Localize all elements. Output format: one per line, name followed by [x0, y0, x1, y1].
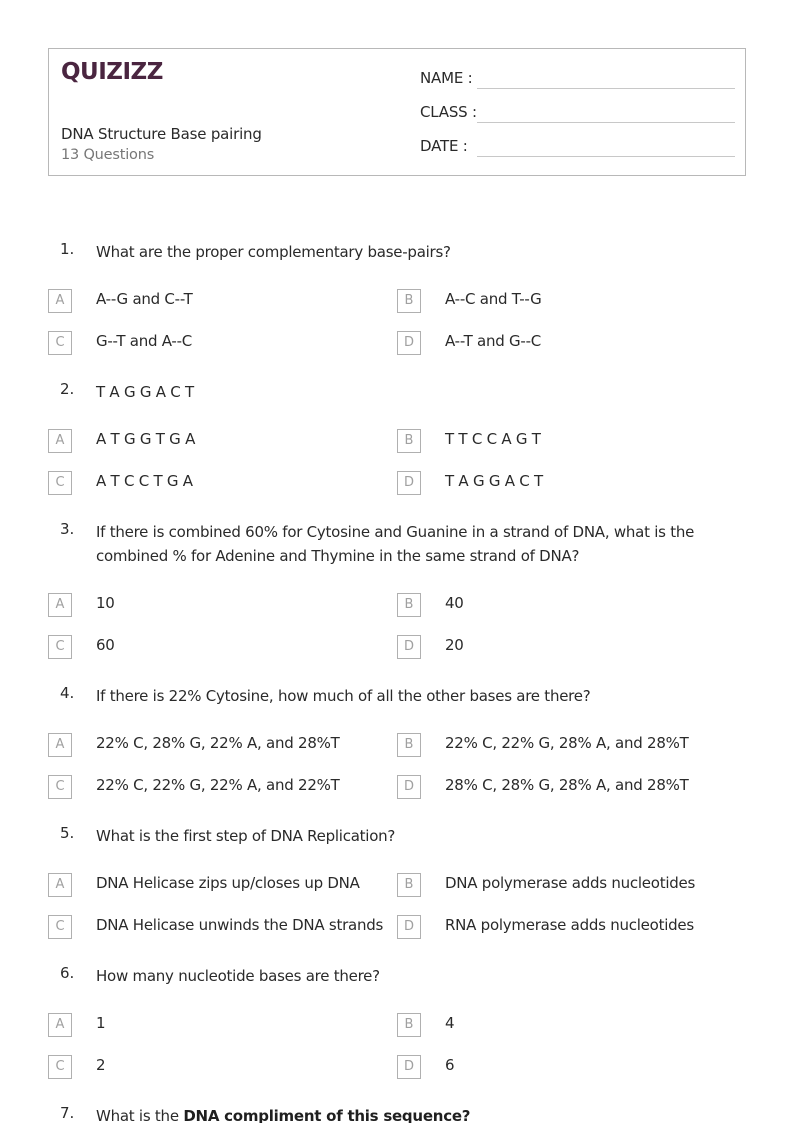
option-text: 10 [96, 594, 115, 612]
quizizz-logo: QUIZIZZ [61, 59, 163, 85]
question-number: 4. [60, 684, 75, 702]
option-letter-box[interactable]: B [397, 873, 421, 897]
option-letter-box[interactable]: B [397, 733, 421, 757]
option-letter-box[interactable]: C [48, 1055, 72, 1079]
option-text: T T C C A G T [445, 430, 541, 448]
option-letter-box[interactable]: D [397, 775, 421, 799]
date-field[interactable] [420, 135, 735, 157]
question-text-bold: DNA compliment of this sequence? [183, 1107, 471, 1123]
question-text: How many nucleotide bases are there? [96, 967, 380, 985]
worksheet-header [48, 48, 746, 176]
date-label: DATE : [420, 137, 468, 155]
option-text: DNA polymerase adds nucleotides [445, 874, 696, 892]
option-text: DNA Helicase unwinds the DNA strands [96, 916, 384, 934]
option-text: 60 [96, 636, 115, 654]
option-letter-box[interactable]: B [397, 429, 421, 453]
option-text: 40 [445, 594, 464, 612]
name-label: NAME : [420, 69, 473, 87]
option-text: A T G G T G A [96, 430, 196, 448]
option-letter-box[interactable]: A [48, 1013, 72, 1037]
option-letter-box[interactable]: A [48, 429, 72, 453]
option-text: 6 [445, 1056, 455, 1074]
option-text: A--G and C--T [96, 290, 193, 308]
option-letter-box[interactable]: B [397, 289, 421, 313]
option-letter-box[interactable]: C [48, 471, 72, 495]
option-text: G--T and A--C [96, 332, 192, 350]
question-number: 1. [60, 240, 75, 258]
question-number: 2. [60, 380, 75, 398]
option-letter-box[interactable]: D [397, 1055, 421, 1079]
option-letter-box[interactable]: C [48, 635, 72, 659]
option-letter-box[interactable]: C [48, 915, 72, 939]
question-text [96, 1104, 716, 1123]
class-label: CLASS : [420, 103, 477, 121]
option-letter-box[interactable]: D [397, 915, 421, 939]
question-number: 5. [60, 824, 75, 842]
option-text: A--T and G--C [445, 332, 541, 350]
option-letter-box[interactable]: A [48, 873, 72, 897]
option-text: 22% C, 22% G, 22% A, and 22%T [96, 776, 340, 794]
question-text: What are the proper complementary base-pairs? [96, 243, 451, 261]
question-text: What is the first step of DNA Replication? [96, 827, 396, 845]
option-letter-box[interactable]: A [48, 289, 72, 313]
option-letter-box[interactable]: D [397, 635, 421, 659]
question-number: 6. [60, 964, 75, 982]
option-letter-box[interactable]: B [397, 593, 421, 617]
option-text: 28% C, 28% G, 28% A, and 28%T [445, 776, 689, 794]
option-letter-box[interactable]: A [48, 733, 72, 757]
option-text: 22% C, 22% G, 28% A, and 28%T [445, 734, 689, 752]
option-letter-box[interactable]: D [397, 331, 421, 355]
question-count: 13 Questions [61, 147, 155, 163]
question-text: If there is 22% Cytosine, how much of all the other bases are there? [96, 687, 591, 705]
option-letter-box[interactable]: C [48, 331, 72, 355]
name-field[interactable] [420, 67, 735, 89]
option-text: A T C C T G A [96, 472, 193, 490]
question-text-plain: What is the [96, 1107, 184, 1123]
option-text: RNA polymerase adds nucleotides [445, 916, 694, 934]
question-number: 3. [60, 520, 75, 538]
question-number: 7. [60, 1104, 75, 1122]
option-text: DNA Helicase zips up/closes up DNA [96, 874, 360, 892]
name-line[interactable] [477, 88, 735, 89]
question-text: If there is combined 60% for Cytosine and Guanine in a strand of DNA, what is the combined % for Adenine and Thymine in the same strand of DNA? [96, 523, 695, 565]
option-text: 1 [96, 1014, 106, 1032]
option-letter-box[interactable]: C [48, 775, 72, 799]
option-letter-box[interactable]: D [397, 471, 421, 495]
option-letter-box[interactable]: B [397, 1013, 421, 1037]
question-text: T A G G A C T [96, 383, 194, 401]
option-text: 4 [445, 1014, 455, 1032]
option-text: 2 [96, 1056, 106, 1074]
class-line[interactable] [477, 122, 735, 123]
option-text: A--C and T--G [445, 290, 542, 308]
option-text: 20 [445, 636, 464, 654]
date-line[interactable] [477, 156, 735, 157]
option-text: 22% C, 28% G, 22% A, and 28%T [96, 734, 340, 752]
worksheet-title: DNA Structure Base pairing [61, 125, 262, 143]
class-field[interactable] [420, 101, 735, 123]
option-letter-box[interactable]: A [48, 593, 72, 617]
option-text: T A G G A C T [445, 472, 543, 490]
